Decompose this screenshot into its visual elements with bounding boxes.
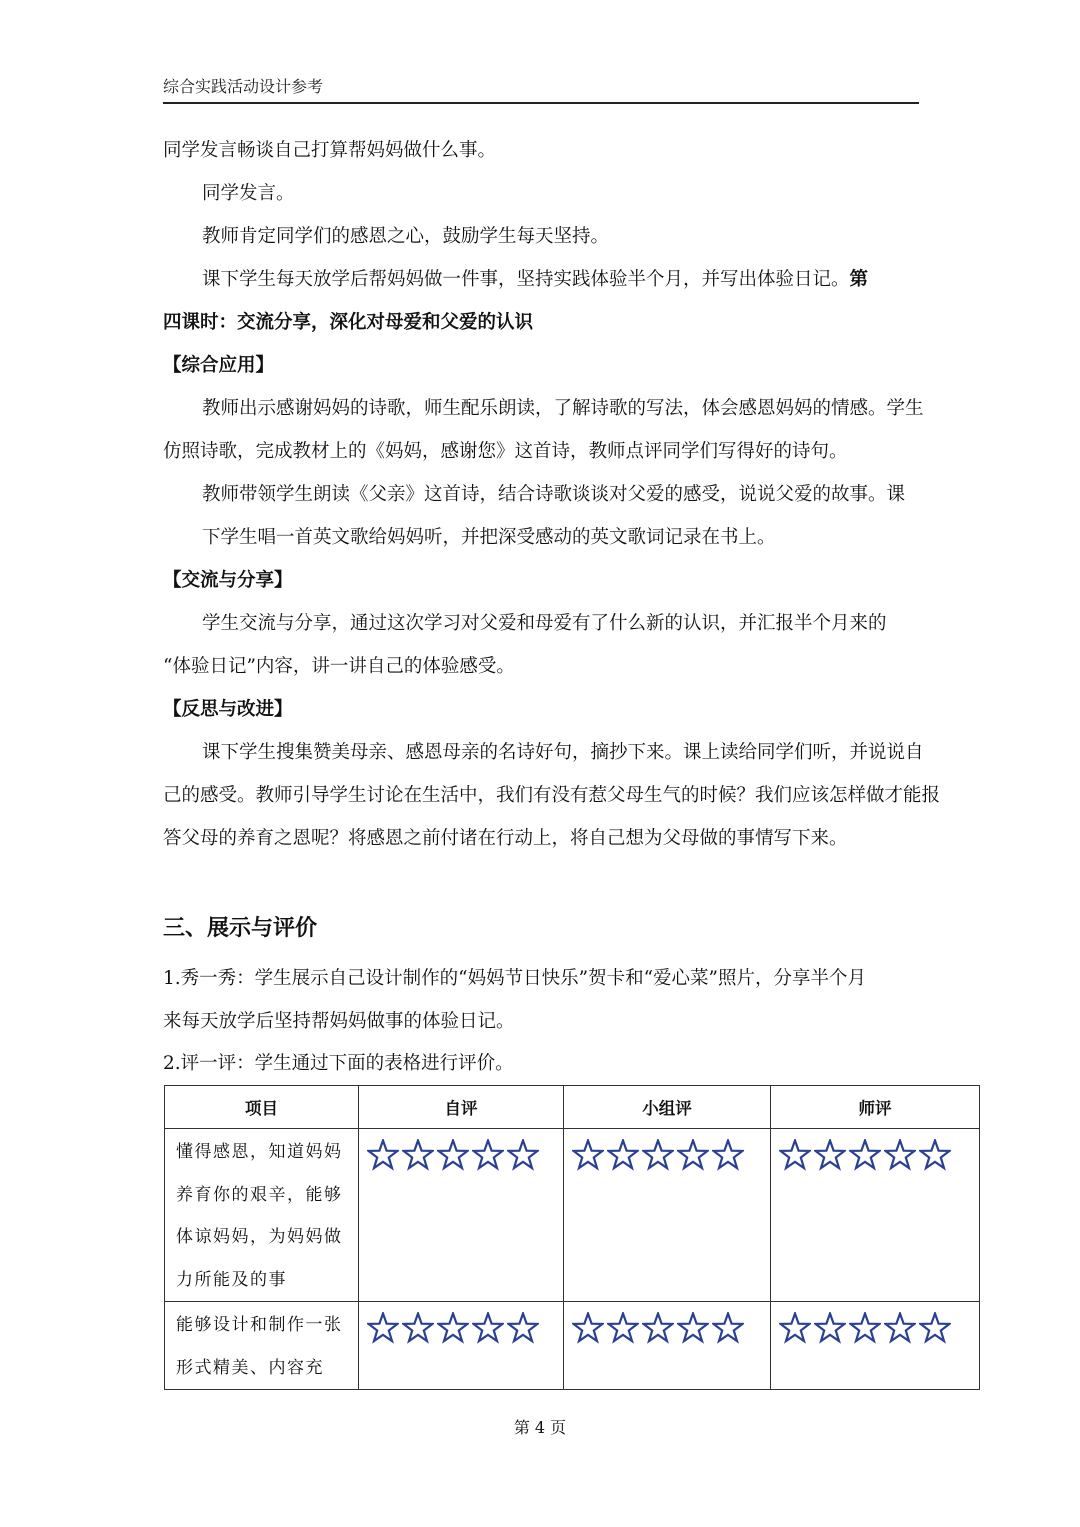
body-line: 己的感受。教师引导学生讨论在生活中，我们有没有惹父母生气的时候？我们应该怎样做才能报 bbox=[163, 785, 941, 806]
star-icon[interactable] bbox=[367, 1139, 399, 1171]
star-rating-group[interactable] bbox=[564, 1302, 770, 1352]
star-rating-group[interactable] bbox=[564, 1129, 770, 1179]
item-cell: 懂得感恩，知道妈妈养育你的艰辛，能够体谅妈妈，为妈妈做力所能及的事 bbox=[176, 1142, 343, 1290]
star-icon[interactable] bbox=[814, 1139, 846, 1171]
subheading-exchange: 【交流与分享】 bbox=[163, 570, 293, 591]
star-rating-self[interactable] bbox=[359, 1302, 563, 1352]
star-icon[interactable] bbox=[402, 1139, 434, 1171]
section-item: 2.评一评：学生通过下面的表格进行评价。 bbox=[163, 1053, 514, 1074]
star-icon[interactable] bbox=[642, 1312, 674, 1344]
body-line: 学生交流与分享，通过这次学习对父爱和母爱有了什么新的认识，并汇报半个月来的 bbox=[202, 613, 887, 634]
header-item: 项目 bbox=[165, 1086, 359, 1129]
star-icon[interactable] bbox=[884, 1139, 916, 1171]
body-line: 课下学生搜集赞美母亲、感恩母亲的名诗好句，摘抄下来。课上读给同学们听，并说说自 bbox=[202, 742, 924, 763]
body-line: 下学生唱一首英文歌给妈妈听，并把深受感动的英文歌词记录在书上。 bbox=[202, 527, 776, 548]
body-line: 仿照诗歌，完成教材上的《妈妈，感谢您》这首诗，教师点评同学们写得好的诗句。 bbox=[163, 441, 848, 462]
star-icon[interactable] bbox=[849, 1139, 881, 1171]
star-icon[interactable] bbox=[884, 1312, 916, 1344]
star-icon[interactable] bbox=[437, 1139, 469, 1171]
lesson-heading: 四课时：交流分享，深化对母爱和父爱的认识 bbox=[163, 312, 534, 333]
star-icon[interactable] bbox=[507, 1312, 539, 1344]
star-icon[interactable] bbox=[779, 1139, 811, 1171]
star-icon[interactable] bbox=[437, 1312, 469, 1344]
header-group: 小组评 bbox=[564, 1086, 771, 1129]
star-icon[interactable] bbox=[507, 1139, 539, 1171]
body-line bbox=[202, 267, 868, 293]
star-icon[interactable] bbox=[402, 1312, 434, 1344]
table-header-row bbox=[165, 1086, 980, 1129]
body-line: “体验日记”内容，讲一讲自己的体验感受。 bbox=[163, 656, 515, 677]
star-icon[interactable] bbox=[712, 1312, 744, 1344]
item-cell: 能够设计和制作一张形式精美、内容充 bbox=[176, 1315, 343, 1378]
body-line: 答父母的养育之恩呢？将感恩之前付诸在行动上，将自己想为父母做的事情写下来。 bbox=[163, 828, 848, 849]
star-icon[interactable] bbox=[919, 1312, 951, 1344]
star-icon[interactable] bbox=[779, 1312, 811, 1344]
subheading-comprehensive: 【综合应用】 bbox=[163, 355, 275, 376]
body-line-text: 课下学生每天放学后帮妈妈做一件事，坚持实践体验半个月，并写出体验日记。 bbox=[202, 269, 850, 290]
body-line-bold: 第 bbox=[849, 269, 869, 290]
star-icon[interactable] bbox=[572, 1312, 604, 1344]
star-rating-teacher[interactable] bbox=[771, 1302, 979, 1352]
star-rating-self[interactable] bbox=[359, 1129, 563, 1179]
star-rating-teacher[interactable] bbox=[771, 1129, 979, 1179]
header-self: 自评 bbox=[359, 1086, 564, 1129]
section-item: 来每天放学后坚持帮妈妈做事的体验日记。 bbox=[163, 1011, 515, 1032]
star-icon[interactable] bbox=[607, 1312, 639, 1344]
section-item: 1.秀一秀：学生展示自己设计制作的“妈妈节日快乐”贺卡和“爱心菜”照片，分享半个月 bbox=[163, 968, 866, 989]
star-icon[interactable] bbox=[849, 1312, 881, 1344]
body-line: 教师带领学生朗读《父亲》这首诗，结合诗歌谈谈对父爱的感受，说说父爱的故事。课 bbox=[202, 484, 906, 505]
star-icon[interactable] bbox=[712, 1139, 744, 1171]
body-line: 教师肯定同学们的感恩之心，鼓励学生每天坚持。 bbox=[202, 226, 610, 247]
header-title: 综合实践活动设计参考 bbox=[163, 77, 324, 96]
star-icon[interactable] bbox=[814, 1312, 846, 1344]
star-icon[interactable] bbox=[572, 1139, 604, 1171]
table-row bbox=[165, 1302, 980, 1390]
star-icon[interactable] bbox=[472, 1139, 504, 1171]
evaluation-table bbox=[164, 1085, 980, 1390]
body-line: 同学发言畅谈自己打算帮妈妈做什么事。 bbox=[163, 140, 497, 161]
star-icon[interactable] bbox=[472, 1312, 504, 1344]
star-icon[interactable] bbox=[677, 1312, 709, 1344]
header-teacher: 师评 bbox=[771, 1086, 980, 1129]
star-icon[interactable] bbox=[367, 1312, 399, 1344]
star-icon[interactable] bbox=[919, 1139, 951, 1171]
body-line: 教师出示感谢妈妈的诗歌，师生配乐朗读，了解诗歌的写法，体会感恩妈妈的情感。学生 bbox=[202, 398, 924, 419]
star-icon[interactable] bbox=[677, 1139, 709, 1171]
page-number: 第 4 页 bbox=[513, 1418, 567, 1437]
section-title: 三、展示与评价 bbox=[163, 916, 318, 941]
page-header bbox=[163, 76, 919, 104]
star-icon[interactable] bbox=[642, 1139, 674, 1171]
subheading-reflection: 【反思与改进】 bbox=[163, 699, 293, 720]
star-icon[interactable] bbox=[607, 1139, 639, 1171]
body-line: 同学发言。 bbox=[202, 183, 295, 204]
table-row bbox=[165, 1129, 980, 1302]
